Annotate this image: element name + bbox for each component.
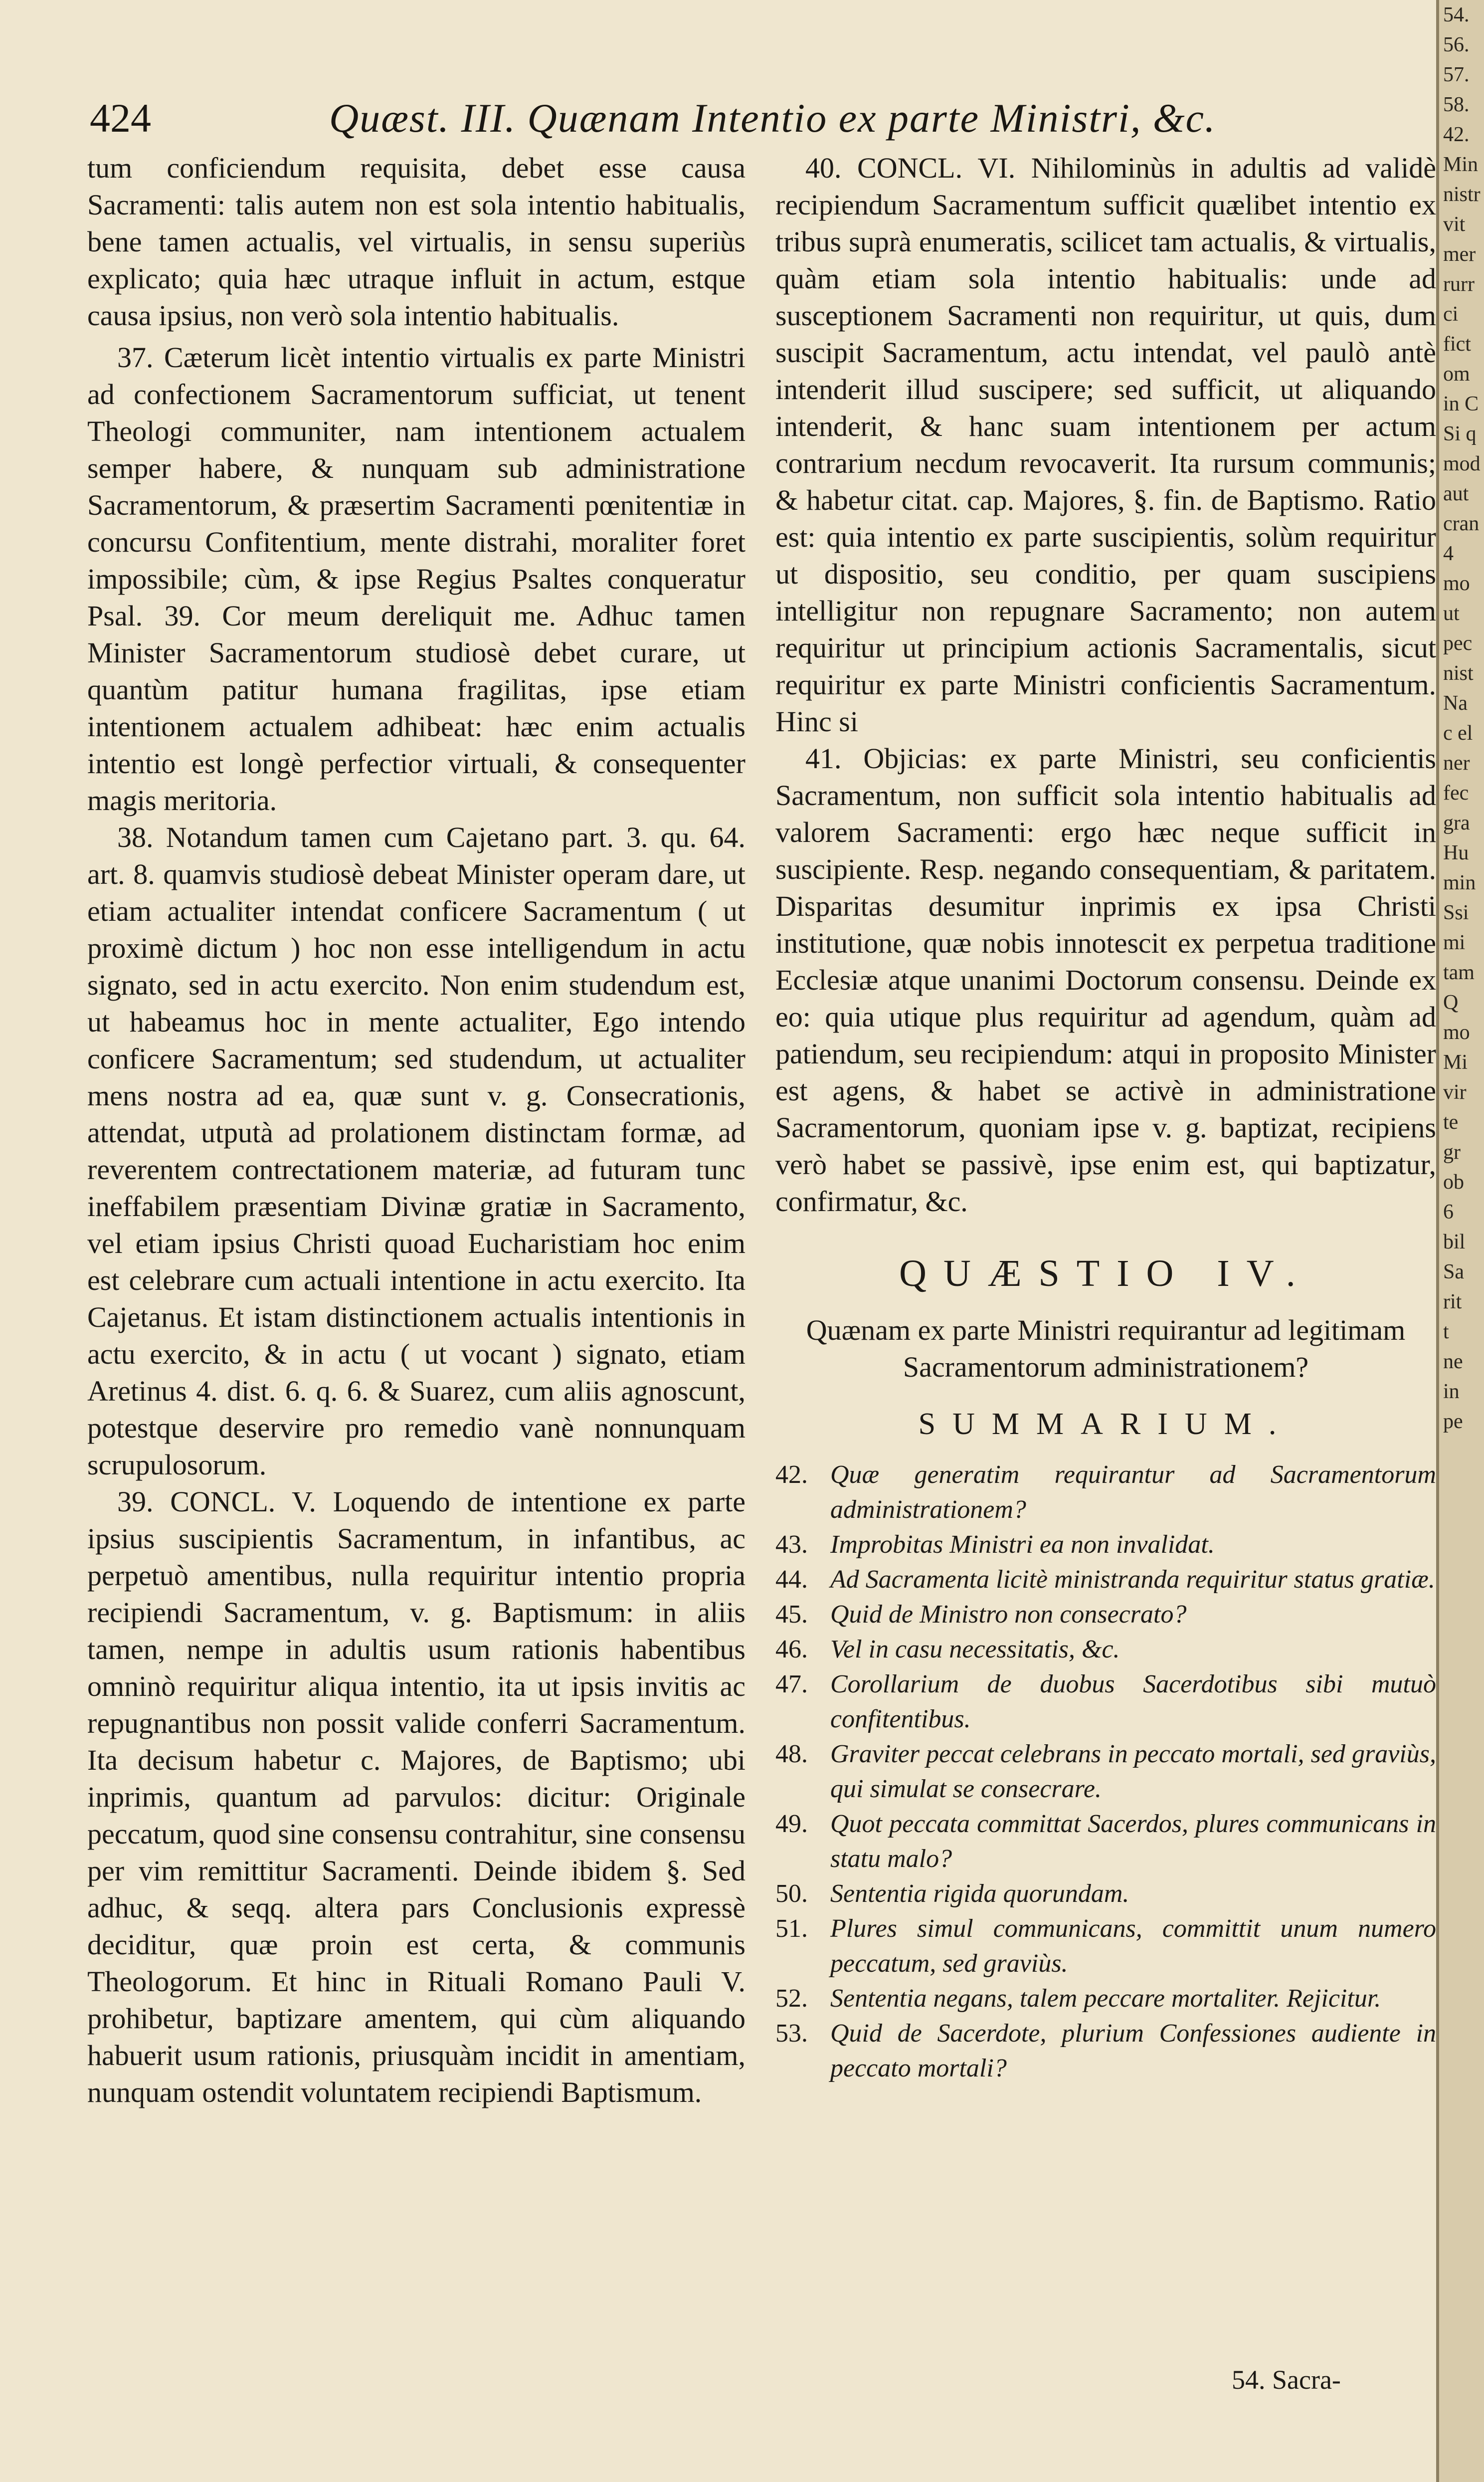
page-header <box>90 95 1406 150</box>
summarium-number: 42. <box>775 1460 808 1489</box>
next-page-fragment: 4 <box>1443 542 1454 565</box>
next-page-fragment: rit <box>1443 1290 1462 1313</box>
summarium-number: 46. <box>775 1635 808 1663</box>
summarium-item <box>775 1527 1436 1562</box>
next-page-fragment: Ssi <box>1443 901 1469 924</box>
summarium-item <box>775 1597 1436 1632</box>
next-page-fragment: aut <box>1443 482 1469 505</box>
next-page-edge <box>1436 0 1484 2482</box>
next-page-fragment: Q <box>1443 991 1459 1014</box>
next-page-fragment: vit <box>1443 213 1466 236</box>
next-page-fragment: 58. <box>1443 93 1470 116</box>
next-page-fragment: 6 <box>1443 1201 1454 1224</box>
next-page-fragment: Sa <box>1443 1260 1464 1283</box>
next-page-fragment: mod <box>1443 452 1481 475</box>
next-page-fragment: gr <box>1443 1141 1461 1164</box>
summarium-number: 53. <box>775 2019 808 2048</box>
next-page-fragment: nist <box>1443 662 1474 685</box>
question-subtitle: Quænam ex parte Ministri requirantur ad legitimam Sacramentorum administrationem? <box>806 1314 1406 1383</box>
question-title: QUÆSTIO IV. <box>899 1252 1312 1294</box>
summarium-item <box>775 1807 1436 1876</box>
next-page-fragment: in <box>1443 1380 1460 1403</box>
paragraph-41: 41. Objicias: ex parte Ministri, seu conficientis Sacramentum, non sufficit sola intentio habitualis ad valorem Sacramenti: ergo hæc neque sufficit in suscipiente. Resp. negando consequentiam, & paritatem. Disparitas desumitur inprimis ex ipsa Christi institutione, quæ nobis innotescit ex perpetua traditione Ecclesiæ atque unanimi Doctorum consensu. Deinde ex eo: quia utique plus requiritur ad agendum, quàm ad patiendum, seu recipiendum: atqui in proposito Minister est agens, & habet se activè in administratione Sacramentorum, quoniam ipse v. g. baptizat, recipiens verò habet se passivè, ipse enim est, qui baptizatur, confirmatur, &c. <box>775 742 1436 1218</box>
next-page-fragment: Min <box>1443 153 1479 176</box>
summarium-text: Quid de Sacerdote, plurium Confessiones audiente in peccato mortali? <box>830 2019 1436 2082</box>
paragraph-continuation: tum conficiendum requisita, debet esse causa Sacramenti: talis autem non est sola intentio habitualis, bene tamen actualis, vel virtualis, in sensu superiùs explicato; quia hæc utraque influit in actum, estque causa ipsius, non verò sola intentio habitualis. <box>87 152 745 332</box>
summarium-heading: SUMMARIUM. <box>918 1407 1294 1441</box>
next-page-fragment: ob <box>1443 1171 1464 1194</box>
page-number: 424 <box>90 95 151 141</box>
summarium-text: Corollarium de duobus Sacerdotibus sibi mutuò confitentibus. <box>830 1670 1436 1733</box>
summarium-item <box>775 1457 1436 1527</box>
next-page-fragment: te <box>1443 1111 1459 1134</box>
summarium-item <box>775 1981 1436 2016</box>
paragraph-40: 40. CONCL. VI. Nihilominùs in adultis ad validè recipiendum Sacramentum sufficit quælibet intentio ex tribus suprà enumeratis, scilicet tam actualis, & virtualis, quàm etiam sola intentio habitualis: unde ad susceptionem Sacramenti non requiritur, ut quis, dum suscipit Sacramentum, actu intendat, vel paulò antè intenderit illud suscipere; sed sufficit, ut aliquando intenderit, & hanc suam intentionem per actum contrarium necdum revocaverit. Ita rursum communis; & habetur citat. cap. Majores, §. fin. de Baptismo. Ratio est: quia intentio ex parte suscipientis, solùm requiritur ut dispositio, seu conditio, per quam suscipiens intelligitur non repugnare Sacramento; non autem requiritur ut principium actionis Sacramentalis, sicut requiritur ex parte Ministri conficientis Sacramentum. Hinc si <box>775 152 1436 738</box>
catchword: 54. Sacra- <box>1232 2365 1341 2395</box>
next-page-fragment: t <box>1443 1320 1449 1343</box>
summarium-number: 51. <box>775 1914 808 1943</box>
next-page-fragment: mer <box>1443 243 1476 266</box>
paragraph-39: 39. CONCL. V. Loquendo de intentione ex parte ipsius suscipientis Sacramentum, in infantibus, ac perpetuò amentibus, nulla requiritur intentio propria recipiendi Sacramentum, v. g. Baptismum: in aliis tamen, nempe in adultis usum rationis habentibus omninò requiritur aliqua intentio, ita ut ipsis invitis ac repugnantibus non possit valide conferri Sacramentum. Ita decisum habetur c. Majores, de Baptismo; ubi inprimis, quantum ad parvulos: dicitur: Originale peccatum, quod sine consensu contrahitur, sine consensu per vim remittitur Sacramenti. Deinde ibidem §. Sed adhuc, & seqq. altera pars Conclusionis expressè deciditur, quæ proin est certa, & communis Theologorum. Et hinc in Rituali Romano Pauli V. prohibetur, baptizare amentem, qui cùm aliquando habuerit usum rationis, priusquàm incidit in amentiam, nunquam ostendit voluntatem recipiendi Baptismum. <box>87 1485 745 2108</box>
summarium-text: Sententia negans, talem peccare mortaliter. Rejicitur. <box>830 1984 1381 2013</box>
next-page-fragment: mi <box>1443 931 1466 954</box>
summarium-item <box>775 2016 1436 2086</box>
summarium-number: 43. <box>775 1530 808 1559</box>
paragraph-37: 37. Cæterum licèt intentio virtualis ex parte Ministri ad confectionem Sacramentorum sufficiat, ut tenent Theologi communiter, nam intentionem actualem semper habere, & nunquam sub administratione Sacramentorum, & præsertim Sacramenti pœnitentiæ in concursu Confitentium, mente distrahi, moraliter foret impossibile; cùm, & ipse Regius Psaltes conqueratur Psal. 39. Cor meum dereliquit me. Adhuc tamen Minister Sacramentorum studiosè debet curare, ut quantùm patitur humana fragilitas, ipse etiam intentionem actualem adhibeat: hæc enim actualis intentio est longè perfectior virtuali, & consequenter magis meritoria. <box>87 341 745 817</box>
next-page-fragment: ci <box>1443 303 1459 326</box>
summarium-number: 48. <box>775 1740 808 1768</box>
summarium-text: Graviter peccat celebrans in peccato mortali, sed graviùs, qui simulat se consecrare. <box>830 1740 1436 1803</box>
next-page-fragment: pe <box>1443 1410 1463 1433</box>
summarium-number: 50. <box>775 1879 808 1908</box>
summarium-item <box>775 1737 1436 1807</box>
summarium-number: 49. <box>775 1810 808 1838</box>
next-page-fragment: gra <box>1443 812 1470 834</box>
summarium-item <box>775 1911 1436 1981</box>
summarium-number: 52. <box>775 1984 808 2013</box>
next-page-fragment: 42. <box>1443 123 1470 146</box>
summarium-number: 44. <box>775 1565 808 1594</box>
paragraph-38: 38. Notandum tamen cum Cajetano part. 3. qu. 64. art. 8. quamvis studiosè debeat Minister operam dare, ut etiam actualiter intendat conficere Sacramentum ( ut proximè dictum ) hoc non esse intelligendum in actu signato, sed in actu exercito. Non enim studendum est, ut habeamus hoc in mente actualiter, Ego intendo conficere Sacramentum; sed studendum, ut actualiter mens nostra ad ea, quæ sunt v. g. Consecrationis, attendat, utputà ad prolationem distinctam formæ, ad reverentem contrectationem materiæ, ad futuram tunc ineffabilem præsentiam Divinæ gratiæ in Sacramento, vel etiam ipsius Christi quoad Eucharistiam hoc enim est celebrare cum actuali intentione in actu exercito. Ita Cajetanus. Et istam distinctionem actualis intentionis in actu exercito, & in actu ( ut vocant ) signato, etiam Aretinus 4. dist. 6. q. 6. & Suarez, cum aliis agnoscunt, potestque deservire pro remedio vanè nonnunquam scrupulosorum. <box>87 821 745 1481</box>
next-page-fragment: ne <box>1443 1350 1463 1373</box>
next-page-fragment: ner <box>1443 752 1470 775</box>
summarium-item <box>775 1667 1436 1737</box>
next-page-fragment: 57. <box>1443 63 1470 86</box>
next-page-fragment: bil <box>1443 1231 1466 1253</box>
summarium-item <box>775 1876 1436 1911</box>
next-page-fragment: cran <box>1443 512 1480 535</box>
summarium-text: Quot peccata committat Sacerdos, plures communicans in statu malo? <box>830 1810 1436 1873</box>
summarium-list <box>775 1457 1436 2086</box>
summarium-text: Sententia rigida quorundam. <box>830 1879 1129 1908</box>
next-page-fragment: fec <box>1443 782 1469 805</box>
summarium-item <box>775 1562 1436 1597</box>
next-page-fragment: nistr <box>1443 183 1481 206</box>
summarium-number: 47. <box>775 1670 808 1698</box>
left-column <box>87 150 745 2111</box>
summarium-text: Ad Sacramenta licitè ministranda requiritur status gratiæ. <box>830 1565 1435 1594</box>
summarium-text: Plures simul communicans, committit unum numero peccatum, sed graviùs. <box>830 1914 1436 1978</box>
next-page-fragment: om <box>1443 363 1470 386</box>
next-page-fragment: fict <box>1443 333 1471 356</box>
next-page-fragment: c el <box>1443 722 1473 745</box>
next-page-fragment: Na <box>1443 692 1468 715</box>
running-title: Quæst. III. Quænam Intentio ex parte Ministri, &c. <box>329 95 1216 141</box>
next-page-fragment: ut <box>1443 602 1460 625</box>
next-page-fragment: 56. <box>1443 33 1470 56</box>
summarium-text: Improbitas Ministri ea non invalidat. <box>830 1530 1215 1559</box>
next-page-fragment: min <box>1443 871 1476 894</box>
next-page-fragment: pec <box>1443 632 1473 655</box>
summarium-item <box>775 1632 1436 1667</box>
next-page-fragment: Mi <box>1443 1051 1468 1074</box>
next-page-fragment: Si q <box>1443 422 1477 445</box>
next-page-fragment: mo <box>1443 1021 1470 1044</box>
next-page-fragment: rurr <box>1443 273 1475 296</box>
summarium-number: 45. <box>775 1600 808 1629</box>
summarium-text: Quæ generatim requirantur ad Sacramentorum administrationem? <box>830 1460 1436 1524</box>
next-page-fragment: tam <box>1443 961 1475 984</box>
summarium-text: Vel in casu necessitatis, &c. <box>830 1635 1120 1663</box>
next-page-fragment: vir <box>1443 1081 1467 1104</box>
next-page-fragment: 54. <box>1443 3 1470 26</box>
right-column <box>775 150 1436 2086</box>
next-page-fragment: Hu <box>1443 841 1469 864</box>
next-page-fragment: in C <box>1443 393 1479 415</box>
summarium-text: Quid de Ministro non consecrato? <box>830 1600 1187 1629</box>
next-page-fragment: mo <box>1443 572 1470 595</box>
